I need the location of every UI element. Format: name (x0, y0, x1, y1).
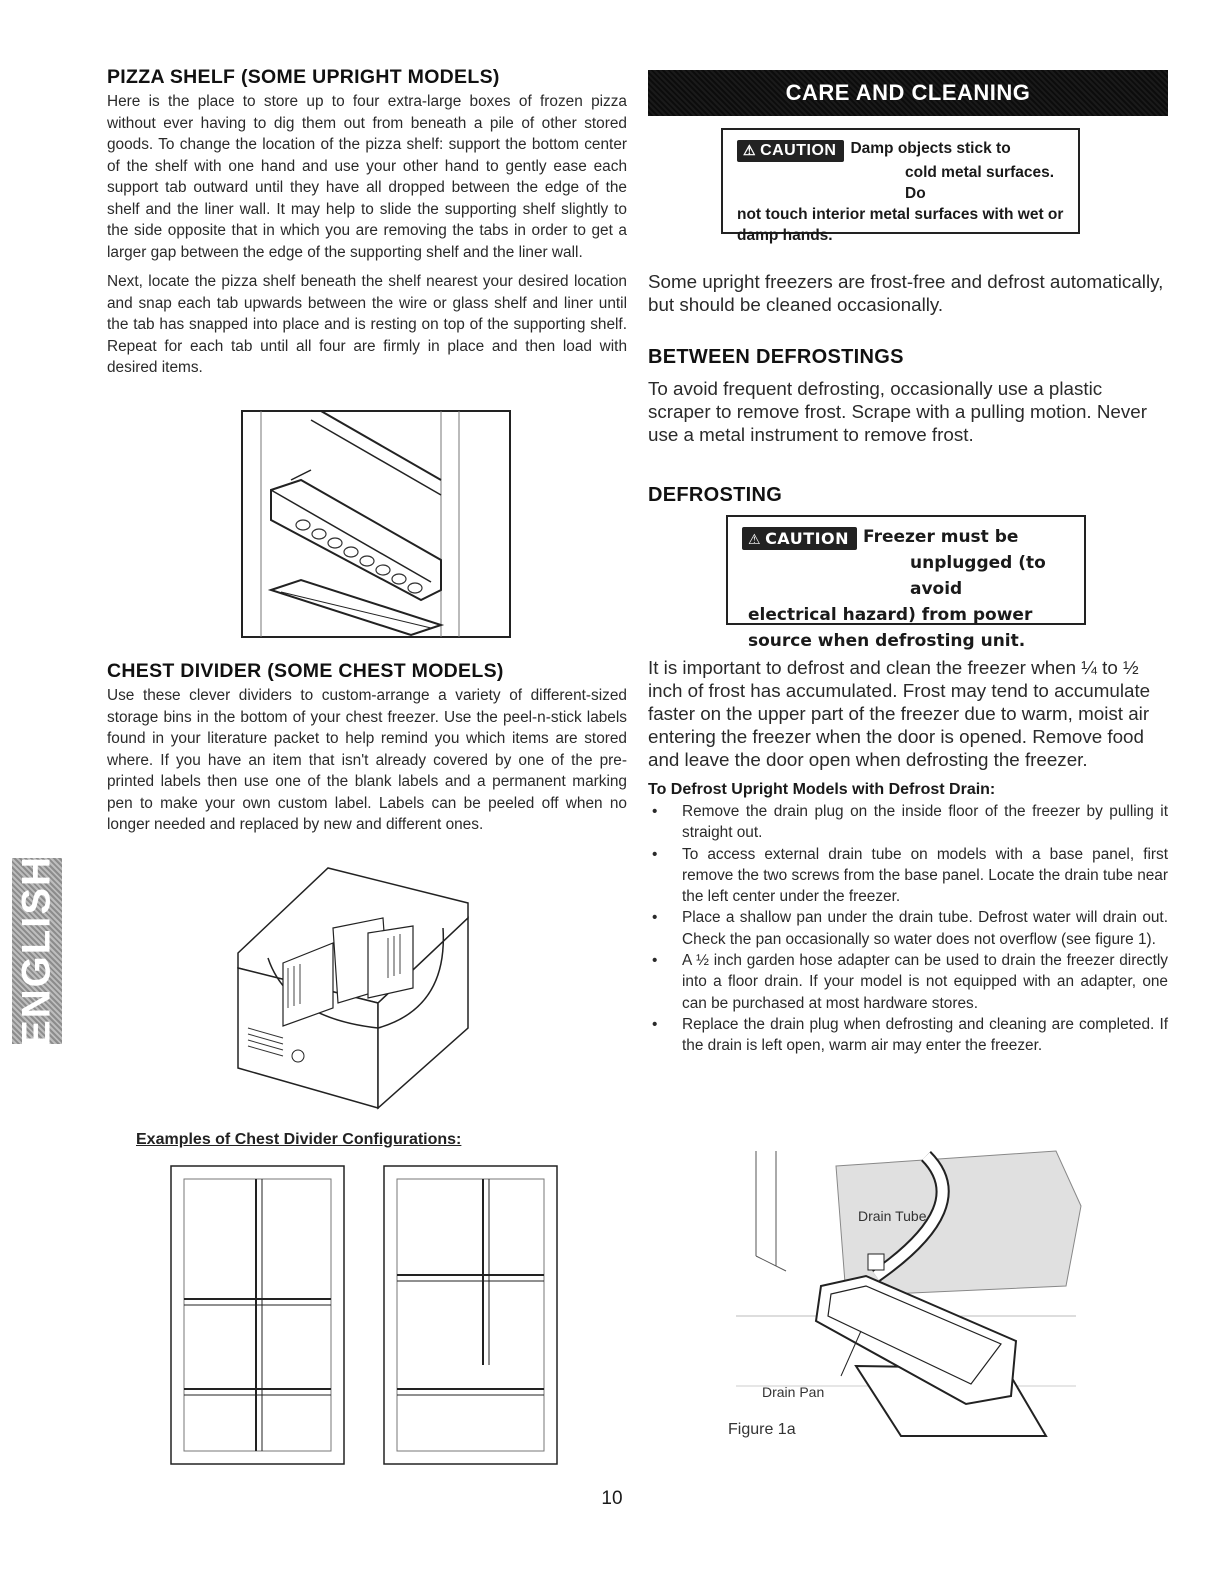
list-item: • A ½ inch garden hose adapter can be used to drain the freezer directly into a floor drain. If your model is not equipped with an adapter, one can be purchased at most hardware stores. (648, 950, 1168, 1014)
pizza-shelf-para-2: Next, locate the pizza shelf beneath the shelf nearest your desired location and snap each tab upwards between the wire or glass shelf and liner until the tab has snapped into place and is resting on top of the supporting shelf. Repeat for each tab until all four are firmly in place and then load with desired items. (107, 273, 627, 376)
language-side-tab (12, 855, 62, 1047)
caution2-line2: unplugged (to avoid (910, 553, 1046, 599)
caution-tag-2-text: CAUTION (765, 529, 850, 548)
caution-tag-2 (742, 527, 857, 550)
left-column (107, 66, 627, 379)
drain-figure-illustration (726, 1146, 1086, 1446)
defrosting-body (648, 656, 1168, 1057)
chest-divider-heading: CHEST DIVIDER (SOME CHEST MODELS) (107, 660, 504, 682)
pizza-shelf-para-1: Here is the place to store up to four extra-large boxes of frozen pizza without ever having to dig them out from beneath a pile of other stored goods. To change the location of the pizza shelf: support the bottom center of the shelf with one hand and use your other hand to gently ease each support tab outward until they have all dropped between the edge of the shelf and the liner wall. It may help to slide the supporting shelf slightly to the side opposite that in which you are removing the tabs in order to get a larger gap between the edge of the supporting shelf and the liner wall. (107, 93, 627, 261)
drain-instructions-list (648, 801, 1168, 1057)
drain-pan-label: Drain Pan (762, 1384, 825, 1400)
caution2-rest: electrical hazard) from power source when defrosting unit. (748, 605, 1033, 651)
care-cleaning-banner: CARE AND CLEANING (648, 70, 1168, 116)
figure-1a (726, 1146, 1086, 1446)
care-intro-text: Some upright freezers are frost-free and defrost automatically, but should be cleaned occasionally. (648, 271, 1164, 315)
list-item: • To access external drain tube on models with a base panel, first remove the two screws from the base panel. Locate the drain tube near the left center under the freezer. (648, 844, 1168, 908)
caution-tag-1-text: CAUTION (760, 142, 837, 159)
chest-divider-section (107, 660, 627, 836)
language-side-tab-label: ENGLISH (14, 855, 59, 1047)
chest-divider-para: Use these clever dividers to custom-arrange a variety of different-sized storage bins in the bottom of your chest freezer. Use the peel-n-stick labels found in your literature packet to help remind you which items are stored where. If you have an item that isn't already covered by one of the pre-printed labels then use one of the blank labels and a permanent marking pen to make your own custom label. Labels can be peeled off when no longer needed and replaced by new and different ones. (107, 687, 627, 833)
caution1-line2: cold metal surfaces. Do (905, 164, 1055, 202)
caution-tag-1 (737, 140, 844, 162)
caution2-line1: Freezer must be (863, 527, 1019, 547)
chest-freezer-illustration (228, 858, 478, 1113)
warning-triangle-icon: ⚠ (743, 142, 757, 158)
chest-examples-label: Examples of Chest Divider Configurations: (136, 1131, 462, 1148)
page-number: 10 (601, 1488, 623, 1509)
drain-instructions-heading: To Defrost Upright Models with Defrost Drain: (648, 781, 996, 798)
between-defrostings-section (648, 346, 1168, 446)
caution1-rest: not touch interior metal surfaces with wet or damp hands. (737, 206, 1064, 244)
defrosting-heading-wrap (648, 484, 1168, 509)
caution-box-unplug (726, 515, 1086, 651)
defrosting-heading: DEFROSTING (648, 484, 783, 506)
drain-tube-label: Drain Tube (858, 1208, 927, 1224)
list-item: • Place a shallow pan under the drain tube. Defrost water will drain out. Check the pan occasionally so water does not overflow (see figure 1). (648, 907, 1168, 950)
pizza-shelf-illustration (241, 410, 511, 638)
divider-config-2-illustration (383, 1165, 558, 1465)
caution1-line1: Damp objects stick to (850, 140, 1011, 157)
caution-box-damp (721, 128, 1080, 244)
pizza-shelf-heading: PIZZA SHELF (SOME UPRIGHT MODELS) (107, 66, 500, 88)
between-defrostings-text: To avoid frequent defrosting, occasionally use a plastic scraper to remove frost. Scrape with a pulling motion. Never use a metal instrument to remove frost. (648, 378, 1147, 445)
list-item: • Remove the drain plug on the inside floor of the freezer by pulling it straight out. (648, 801, 1168, 844)
warning-triangle-icon: ⚠ (748, 532, 762, 548)
divider-config-1-illustration (170, 1165, 345, 1465)
figure-caption: Figure 1a (728, 1421, 796, 1438)
between-defrostings-heading: BETWEEN DEFROSTINGS (648, 346, 904, 368)
care-intro (648, 270, 1168, 316)
list-item: • Replace the drain plug when defrosting and cleaning are completed. If the drain is left open, warm air may enter the freezer. (648, 1014, 1168, 1057)
defrosting-text: It is important to defrost and clean the freezer when ¼ to ½ inch of frost has accumulated. Frost may tend to accumulate faster on the upper part of the freezer due to warm, moist air entering the freezer when the door is opened. Remove food and leave the door open when defrosting the freezer. (648, 657, 1151, 770)
